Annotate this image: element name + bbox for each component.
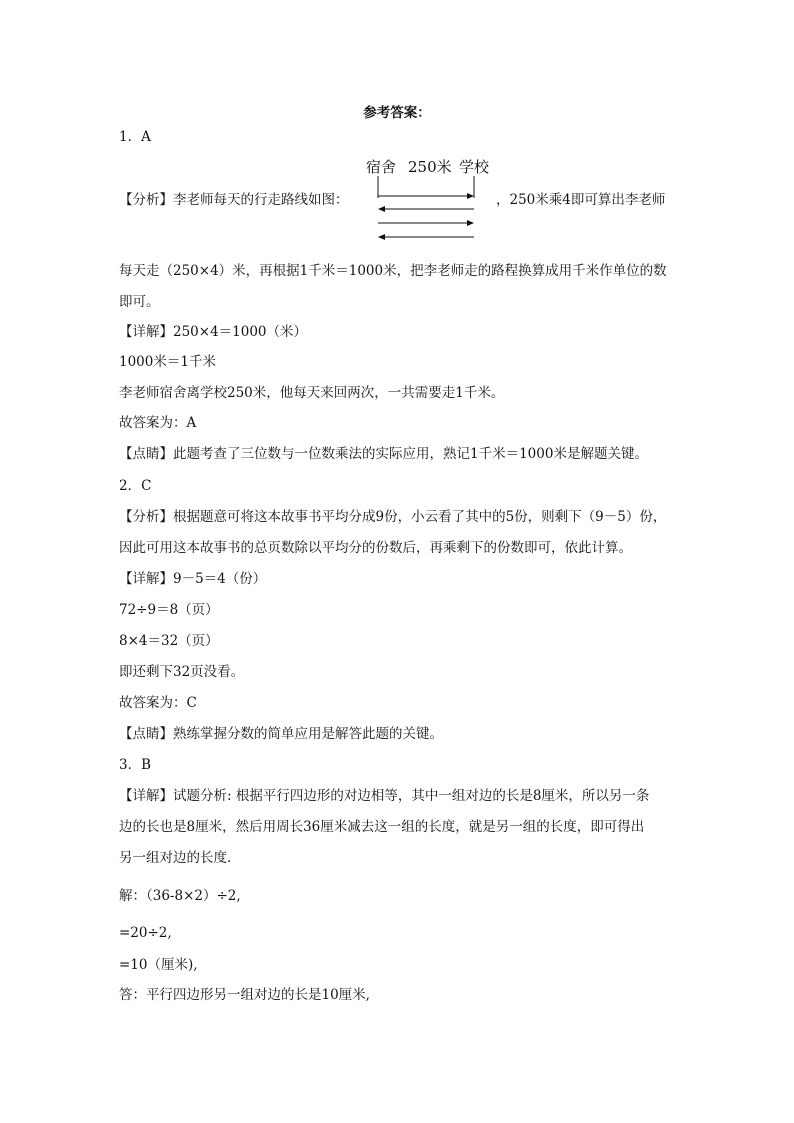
q3-detail-line3: 另一组对边的长度. [119,850,232,866]
school-label: 学校 [459,158,490,176]
q2-answer-header: 2．C [119,478,152,494]
page-title: 参考答案： [363,105,431,121]
q2-analysis-line2: 因此可用这本故事书的总页数除以平均分的份数后，再乘剩下的份数即可，依此计算。 [119,540,632,556]
q3-equation1: =20÷2, [119,925,172,941]
q1-analysis-line2: 每天走（250×4）米，再根据1千米＝1000米，把李老师走的路程换算成用千米作单位的数 [119,263,667,279]
q2-statement: 即还剩下32页没看。 [119,664,245,680]
route-diagram [366,156,496,246]
distance-label: 250米 [408,158,452,176]
route-arrows [366,176,496,246]
q1-comment: 【点睛】此题考查了三位数与一位数乘法的实际应用，熟记1千米＝1000米是解题关键。 [119,446,648,462]
q2-detail: 【详解】9－5＝4（份） [119,571,267,587]
q3-answer-header: 3．B [119,757,152,773]
q1-analysis-line1b: ，250米乘4即可算出李老师 [496,192,666,208]
q3-solution: 解：（36-8×2）÷2, [119,888,241,904]
q3-detail-line1: 【详解】试题分析: 根据平行四边形的对边相等，其中一组对边的长是8厘米，所以另一条 [119,788,650,804]
q2-analysis-line1: 【分析】根据题意可将这本故事书平均分成9份，小云看了其中的5份，则剩下（9－5）份， [119,509,667,525]
q1-analysis-line3: 即可。 [119,294,160,310]
q2-comment: 【点睛】熟练掌握分数的简单应用是解答此题的关键。 [119,726,443,742]
q1-conversion: 1000米＝1千米 [119,354,216,370]
q1-analysis-line1a: 【分析】李老师每天的行走路线如图： [119,192,349,208]
q3-detail-line2: 边的长也是8厘米，然后用周长36厘米减去这一组的长度，就是另一组的长度，即可得出 [119,819,645,835]
q1-detail: 【详解】250×4＝1000（米） [119,324,308,340]
q1-final-answer: 故答案为：A [119,415,197,431]
q3-final-answer: 答：平行四边形另一组对边的长是10厘米, [119,987,370,1003]
q2-step3: 8×4＝32（页） [119,633,219,649]
q3-equation2: =10（厘米), [119,957,198,973]
q2-step2: 72÷9＝8（页） [119,602,219,618]
q1-answer-header: 1．A [119,129,151,145]
q2-final-answer: 故答案为：C [119,695,197,711]
dorm-label: 宿舍 [366,158,397,176]
q1-statement: 李老师宿舍离学校250米，他每天来回两次，一共需要走1千米。 [119,385,505,401]
